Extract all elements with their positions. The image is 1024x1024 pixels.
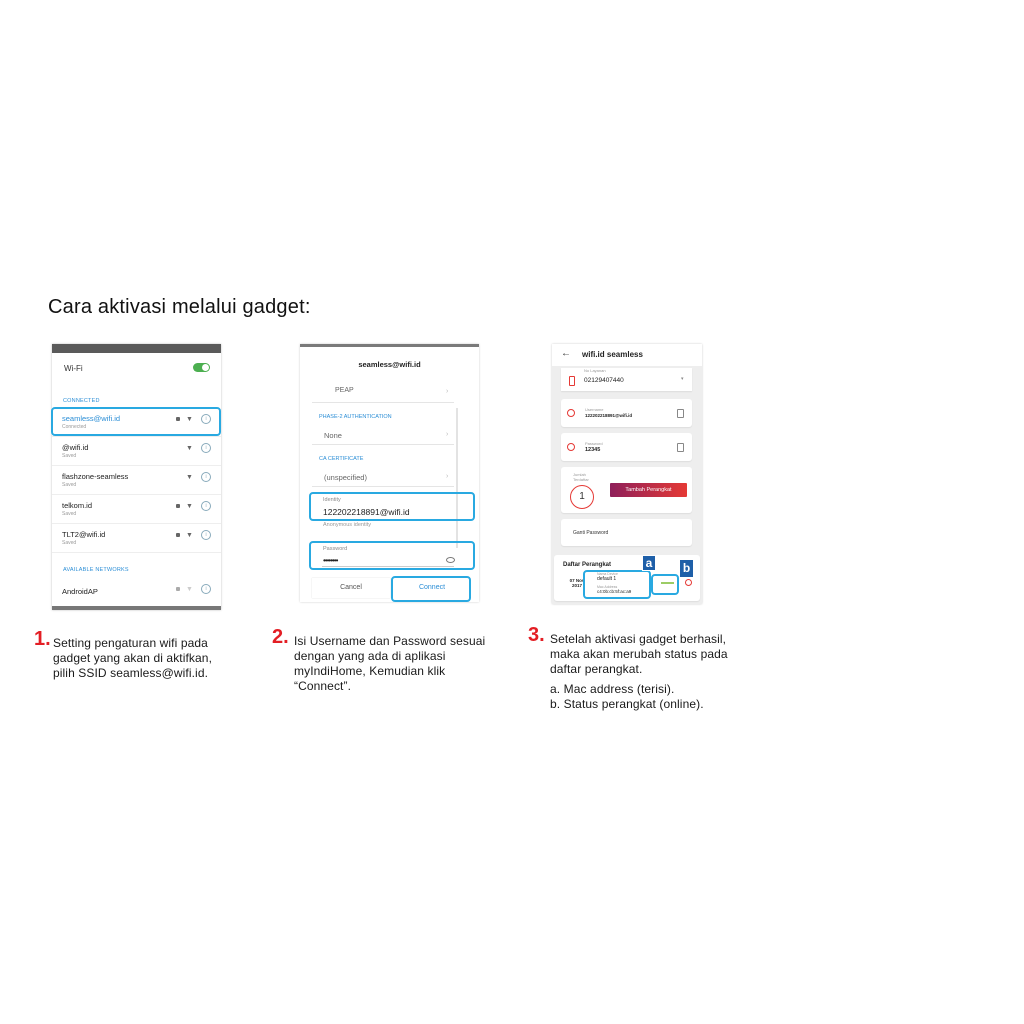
network-status: Connected <box>62 424 87 430</box>
step-3-line: daftar perangkat. <box>550 662 643 676</box>
info-icon[interactable]: i <box>201 414 211 424</box>
wifi-signal-icon: ▼ <box>186 474 193 481</box>
password-input[interactable]: •••••••• <box>323 556 338 565</box>
password-card <box>561 433 692 461</box>
cancel-button[interactable]: Cancel <box>312 578 390 598</box>
user-icon <box>567 409 575 417</box>
network-status: Saved <box>62 453 77 459</box>
step-3-line: maka akan merubah status pada <box>550 647 728 661</box>
phone-icon <box>569 376 575 386</box>
phase2-value: None <box>324 431 342 440</box>
ca-certificate-value: (unspecified) <box>324 473 367 482</box>
network-status: Saved <box>62 540 77 546</box>
network-item-tlt2[interactable] <box>52 524 221 553</box>
page-title: Cara aktivasi melalui gadget: <box>48 296 311 318</box>
info-icon[interactable]: i <box>201 501 211 511</box>
device-list-header: Daftar Perangkat <box>563 562 612 568</box>
back-arrow-icon[interactable]: ← <box>561 348 571 359</box>
status-bar <box>300 344 479 347</box>
identity-label: Identity <box>323 497 341 503</box>
network-name: @wifi.id <box>62 443 89 452</box>
info-icon[interactable]: i <box>201 530 211 540</box>
registered-count: 1 <box>570 485 594 509</box>
highlight-connect <box>391 576 471 602</box>
app-title: wifi.id seamless <box>582 350 643 359</box>
network-name: telkom.id <box>62 501 93 510</box>
phase2-label: PHASE-2 AUTHENTICATION <box>319 414 392 420</box>
step-1-line: gadget yang akan di aktifkan, <box>53 651 213 665</box>
step-2-text <box>294 634 485 694</box>
chevron-right-icon: › <box>446 388 449 395</box>
connect-button[interactable]: Connect <box>418 584 446 591</box>
network-name: AndroidAP <box>62 587 98 596</box>
step-3-number: 3. <box>528 624 545 646</box>
eap-method-value: PEAP <box>335 387 354 394</box>
step-3-line: Setelah aktivasi gadget berhasil, <box>550 632 727 646</box>
step-3-text <box>550 632 728 712</box>
device-date: 07 Nov 2017 <box>569 578 585 588</box>
dialog-title: seamless@wifi.id <box>358 360 421 369</box>
step-1-text <box>53 636 212 681</box>
network-status: Saved <box>62 482 77 488</box>
scrollbar[interactable] <box>456 408 458 548</box>
step-2-line: dengan yang ada di aplikasi <box>294 649 446 663</box>
eap-method-field[interactable] <box>312 380 454 403</box>
chevron-right-icon: › <box>446 473 449 480</box>
lock-icon <box>176 504 180 508</box>
wifi-signal-icon: ▼ <box>186 532 193 539</box>
add-device-button[interactable]: Tambah Perangkat <box>610 483 687 497</box>
step-3-sub: a. Mac address (terisi). <box>550 682 675 696</box>
highlight-ssid <box>51 407 221 436</box>
username-value: 122202218891@wifi.id <box>585 413 633 418</box>
identity-input[interactable]: 122202218891@wifi.id <box>323 507 410 517</box>
highlight-identity <box>309 492 475 521</box>
step-2-line: “Connect”. <box>294 679 352 693</box>
device-name-label: Nama Device <box>597 572 619 576</box>
network-name: flashzone-seamless <box>62 472 129 481</box>
registered-devices-card <box>561 467 692 513</box>
chevron-right-icon: › <box>446 431 449 438</box>
ca-certificate-label: CA CERTIFICATE <box>319 456 364 462</box>
username-label: Username <box>585 407 604 412</box>
step-2-number: 2. <box>272 626 289 648</box>
network-name: TLT2@wifi.id <box>62 530 106 539</box>
mac-address-label: Mac Address <box>597 585 618 589</box>
wifi-signal-icon: ▼ <box>186 445 193 452</box>
wifi-settings-screenshot <box>52 344 221 610</box>
info-icon[interactable]: i <box>201 472 211 482</box>
wifi-signal-icon: ▼ <box>186 503 193 510</box>
network-item-flashzone[interactable] <box>52 466 221 495</box>
network-status: Saved <box>62 511 77 517</box>
marker-a-badge: a <box>642 555 656 571</box>
wifi-signal-icon: ▼ <box>186 416 193 423</box>
step-3-sub: b. Status perangkat (online). <box>550 697 704 711</box>
step-1-line: Setting pengaturan wifi pada <box>53 636 208 650</box>
network-item-wifi-id[interactable] <box>52 437 221 466</box>
network-name: seamless@wifi.id <box>62 414 121 423</box>
anonymous-identity-label: Anonymous identity <box>323 522 371 528</box>
network-item-telkom[interactable] <box>52 495 221 524</box>
step-2-line: myIndiHome, Kemudian klik <box>294 664 446 678</box>
step-1-number: 1. <box>34 628 51 650</box>
copy-icon[interactable] <box>677 409 684 418</box>
toggle-knob <box>202 364 209 371</box>
phone-card[interactable] <box>561 368 692 391</box>
phone-label: No Layanan <box>584 368 606 373</box>
lock-icon <box>176 533 180 537</box>
marker-b-badge: b <box>679 559 694 578</box>
nav-bar <box>52 606 221 610</box>
chevron-down-icon: ▾ <box>681 376 684 382</box>
device-name: default 1 <box>597 576 617 582</box>
lock-icon <box>567 443 575 451</box>
wifi-label: Wi-Fi <box>64 364 83 373</box>
lock-icon <box>176 587 180 591</box>
password-label: Password <box>585 441 603 446</box>
delete-device-icon[interactable] <box>685 579 692 586</box>
copy-icon[interactable] <box>677 443 684 452</box>
network-item-androidap[interactable] <box>52 578 221 606</box>
step-2-line: Isi Username dan Password sesuai <box>294 634 486 648</box>
wifi-signal-icon: ▼ <box>186 586 193 593</box>
info-icon[interactable]: i <box>201 584 211 594</box>
highlight-password <box>309 541 475 570</box>
change-password-card[interactable] <box>561 519 692 546</box>
highlight-status <box>651 574 679 595</box>
app-bar <box>552 344 702 366</box>
phone-value: 02129407440 <box>584 377 624 384</box>
info-icon[interactable]: i <box>201 443 211 453</box>
password-value: 12345 <box>585 447 601 453</box>
change-password-label: Ganti Password <box>573 530 609 536</box>
wifi-toggle[interactable] <box>193 363 210 372</box>
step-1-line: pilih SSID seamless@wifi.id. <box>53 666 209 680</box>
highlight-mac-address <box>583 570 651 599</box>
registered-label: Jumlah Terdaftar <box>573 472 589 482</box>
status-bar <box>52 344 221 353</box>
connected-header: CONNECTED <box>63 398 100 404</box>
available-networks-header: AVAILABLE NETWORKS <box>63 567 129 573</box>
password-label: Password <box>323 546 348 552</box>
username-card <box>561 399 692 427</box>
mac-address-value: c4:0b:cb:5f:ac:a9 <box>597 589 632 594</box>
